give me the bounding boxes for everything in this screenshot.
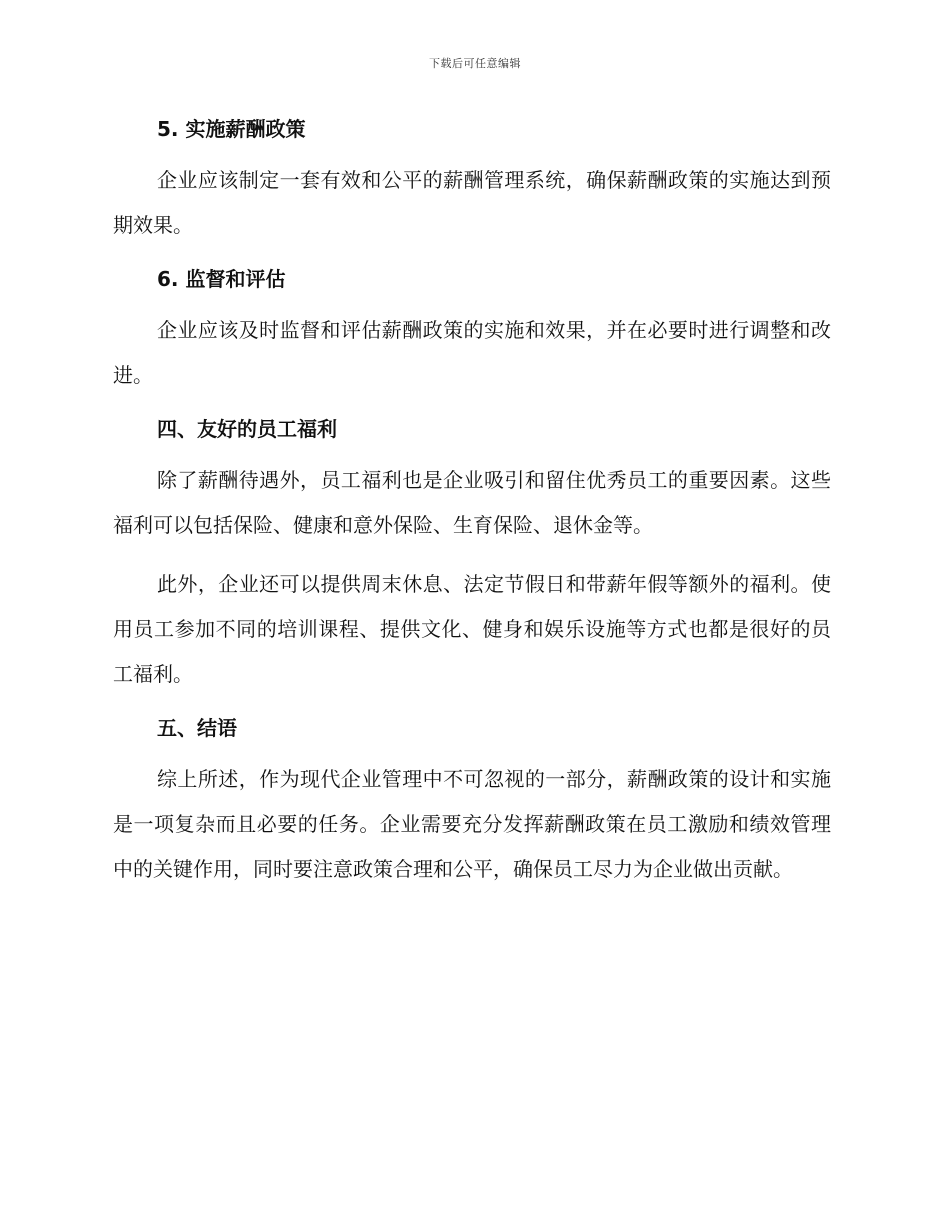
paragraph-implement: 企业应该制定一套有效和公平的薪酬管理系统，确保薪酬政策的实施达到预期效果。 [113, 168, 831, 237]
section-heading-conclusion: 五、结语 [157, 716, 237, 740]
document-body [113, 112, 831, 892]
paragraph-benefits-2: 此外，企业还可以提供周末休息、法定节假日和带薪年假等额外的福利。使用员工参加不同的培训课程、提供文化、健身和娱乐设施等方式也都是很好的员工福利。 [113, 572, 831, 686]
paragraph-benefits-1: 除了薪酬待遇外，员工福利也是企业吸引和留住优秀员工的重要因素。这些福利可以包括保险、健康和意外保险、生育保险、退休金等。 [113, 468, 831, 537]
paragraph-monitor: 企业应该及时监督和评估薪酬政策的实施和效果，并在必要时进行调整和改进。 [113, 318, 831, 387]
paragraph-conclusion: 综上所述，作为现代企业管理中不可忽视的一部分，薪酬政策的设计和实施是一项复杂而且必要的任务。企业需要充分发挥薪酬政策在员工激励和绩效管理中的关键作用，同时要注意政策合理和公平，确保员工尽力为企业做出贡献。 [113, 767, 831, 881]
section-heading-implement: 5. 实施薪酬政策 [157, 117, 306, 141]
section-heading-benefits: 四、友好的员工福利 [157, 417, 337, 441]
page-header-note: 下载后可任意编辑 [429, 57, 521, 70]
section-heading-monitor: 6. 监督和评估 [157, 267, 286, 291]
